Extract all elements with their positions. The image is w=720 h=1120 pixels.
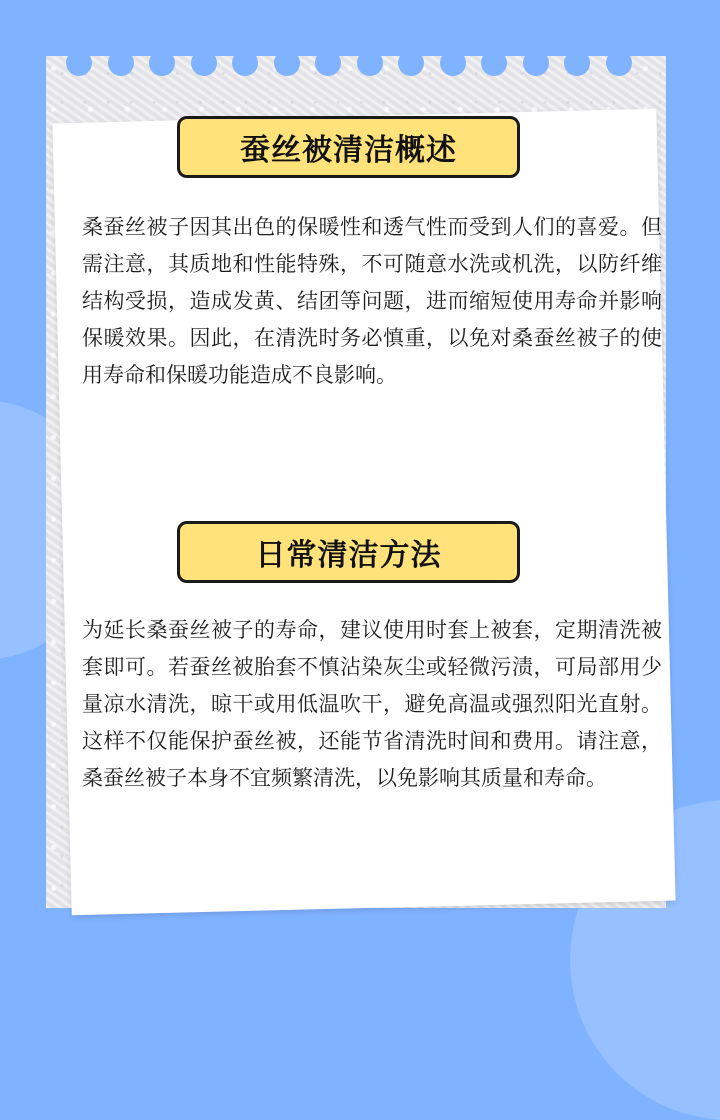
notebook-hole bbox=[66, 50, 92, 76]
section-body-daily-cleaning: 为延长桑蚕丝被子的寿命，建议使用时套上被套，定期清洗被套即可。若蚕丝被胎套不慎沾染灰尘或轻微污渍，可局部用少量凉水清洗，晾干或用低温吹干，避免高温或强烈阳光直射。这样不仅能保护蚕丝被，还能节省清洗时间和费用。请注意，桑蚕丝被子本身不宜频繁清洗，以免影响其质量和寿命。 bbox=[82, 618, 662, 790]
notebook-hole bbox=[232, 50, 258, 76]
notebook-hole bbox=[274, 50, 300, 76]
notebook-hole bbox=[606, 50, 632, 76]
section-title-daily-cleaning: 日常清洁方法 bbox=[177, 521, 520, 583]
notebook-hole bbox=[398, 50, 424, 76]
notebook-hole bbox=[523, 50, 549, 76]
notebook-hole bbox=[191, 50, 217, 76]
notebook-hole bbox=[108, 50, 134, 76]
notebook-holes bbox=[46, 50, 666, 76]
notebook-hole bbox=[440, 50, 466, 76]
notebook-hole bbox=[149, 50, 175, 76]
section-body-overview: 桑蚕丝被子因其出色的保暖性和透气性而受到人们的喜爱。但需注意，其质地和性能特殊，不可随意水洗或机洗，以防纤维结构受损，造成发黄、结团等问题，进而缩短使用寿命并影响保暖效果。因此，在清洗时务必慎重，以免对桑蚕丝被子的使用寿命和保暖功能造成不良影响。 bbox=[82, 215, 662, 387]
notebook-hole bbox=[357, 50, 383, 76]
notebook-hole bbox=[564, 50, 590, 76]
section-title-overview: 蚕丝被清洁概述 bbox=[177, 116, 520, 178]
notebook-hole bbox=[481, 50, 507, 76]
notebook-hole bbox=[315, 50, 341, 76]
